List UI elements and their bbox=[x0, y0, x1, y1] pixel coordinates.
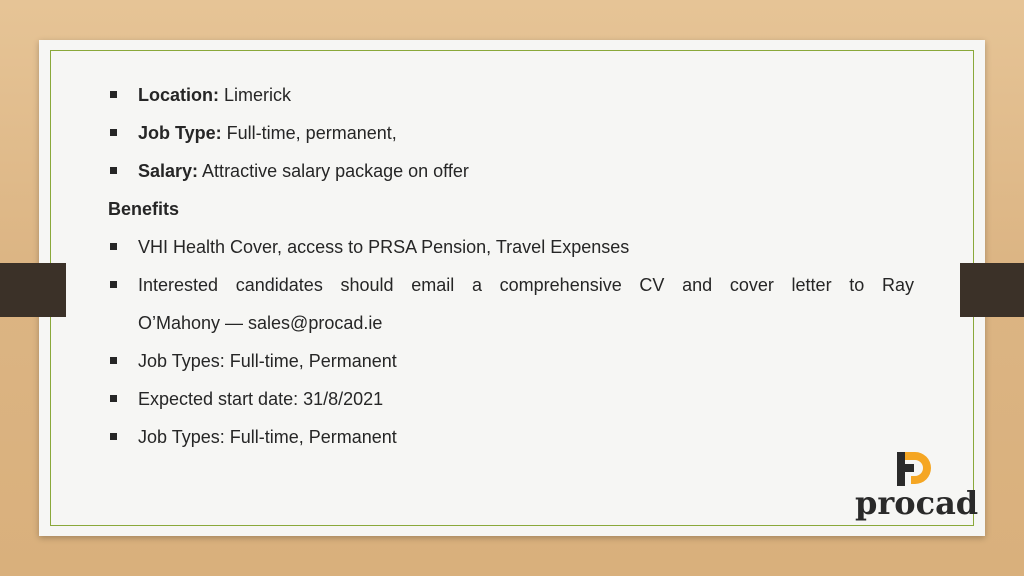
job-types-item bbox=[108, 346, 920, 384]
bullet-icon bbox=[110, 395, 117, 402]
apply-word: Interested bbox=[138, 275, 219, 295]
right-tab bbox=[960, 263, 1024, 317]
apply-text-line1 bbox=[138, 270, 914, 300]
apply-word: should bbox=[340, 275, 394, 295]
procad-logo bbox=[855, 450, 979, 522]
job-types-text: Job Types: Full-time, Permanent bbox=[138, 351, 397, 371]
bullet-icon bbox=[110, 91, 117, 98]
apply-word: CV bbox=[639, 275, 665, 295]
start-date-item bbox=[108, 384, 920, 422]
job-type-item bbox=[108, 118, 920, 156]
apply-word: Ray bbox=[881, 275, 914, 295]
location-item bbox=[108, 80, 920, 118]
procad-logo-icon bbox=[895, 450, 933, 488]
logo-wordmark: procad bbox=[855, 484, 979, 522]
location-value: Limerick bbox=[219, 85, 292, 105]
bullet-icon bbox=[110, 243, 117, 250]
apply-text-line2: O’Mahony — sales@procad.ie bbox=[138, 313, 383, 333]
apply-item-continued bbox=[108, 308, 920, 346]
job-types-item-2 bbox=[108, 422, 920, 460]
job-details bbox=[108, 80, 920, 460]
bullet-icon bbox=[110, 357, 117, 364]
apply-word: candidates bbox=[235, 275, 323, 295]
apply-word: a bbox=[471, 275, 482, 295]
apply-word: comprehensive bbox=[499, 275, 622, 295]
job-types-text-2: Job Types: Full-time, Permanent bbox=[138, 427, 397, 447]
health-text: VHI Health Cover, access to PRSA Pension, Travel Expenses bbox=[138, 237, 630, 257]
start-date-text: Expected start date: 31/8/2021 bbox=[138, 389, 384, 409]
bullet-icon bbox=[110, 281, 117, 288]
benefits-heading: Benefits bbox=[108, 199, 180, 219]
location-label: Location: bbox=[138, 85, 219, 105]
job-type-value: Full-time, permanent, bbox=[221, 123, 397, 143]
salary-label: Salary: bbox=[138, 161, 199, 181]
apply-word: to bbox=[849, 275, 865, 295]
apply-word: and bbox=[682, 275, 713, 295]
salary-value: Attractive salary package on offer bbox=[198, 161, 469, 181]
bullet-icon bbox=[110, 129, 117, 136]
apply-item bbox=[108, 270, 920, 308]
left-tab bbox=[0, 263, 66, 317]
apply-word: letter bbox=[791, 275, 832, 295]
health-item bbox=[108, 232, 920, 270]
salary-item bbox=[108, 156, 920, 194]
apply-word: email bbox=[411, 275, 455, 295]
bullet-icon bbox=[110, 433, 117, 440]
job-type-label: Job Type: bbox=[138, 123, 222, 143]
apply-word: cover bbox=[729, 275, 774, 295]
bullet-icon bbox=[110, 167, 117, 174]
